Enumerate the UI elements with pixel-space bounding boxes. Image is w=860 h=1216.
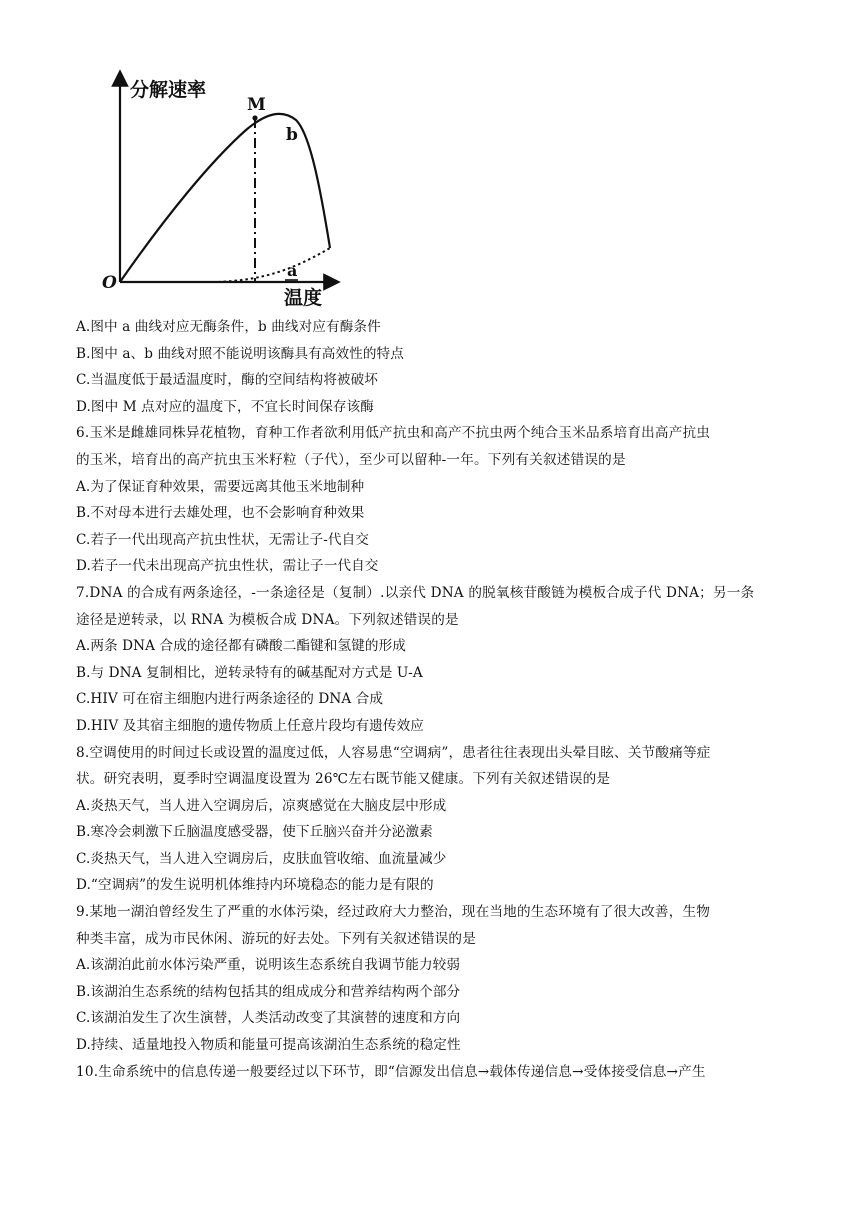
question-text (76, 314, 796, 1085)
rate-temperature-figure (96, 66, 346, 310)
option-line: C.该湖泊发生了次生演替，人类活动改变了其演替的速度和方向 (76, 1010, 461, 1027)
curve-a (218, 248, 330, 282)
option-line: D.“空调病”的发生说明机体维持内环境稳态的能力是有限的 (76, 877, 434, 894)
option-line: D.HIV 及其宿主细胞的遗传物质上任意片段均有遗传效应 (76, 717, 424, 734)
option-line: B.该湖泊生态系统的结构包括其的组成成分和营养结构两个部分 (76, 983, 461, 1000)
question-stem: 10.生命系统中的信息传递一般要经过以下环节，即“信源发出信息→载体传递信息→受体接受信息→产生 (76, 1063, 706, 1080)
option-line: B.寒冷会刺激下丘脑温度感受器，使下丘脑兴奋并分泌激素 (76, 824, 433, 841)
option-line: A.两条 DNA 合成的途径都有磷酸二酯键和氢键的形成 (76, 638, 406, 655)
option-line: B.图中 a、b 曲线对照不能说明该酶具有高效性的特点 (76, 345, 404, 362)
option-line: D.持续、适量地投入物质和能量可提高该湖泊生态系统的稳定性 (76, 1037, 461, 1054)
origin-label: O (102, 273, 117, 293)
question-stem: 状。研究表明，夏季时空调温度设置为 26℃左右既节能又健康。下列有关叙述错误的是 (76, 771, 611, 788)
option-line: A.为了保证育种效果，需要远离其他玉米地制种 (76, 478, 365, 495)
curve-a-label: a (287, 261, 298, 280)
option-line: A.炎热天气，当人进入空调房后，凉爽感觉在大脑皮层中形成 (76, 797, 447, 814)
curve-b-label: b (286, 125, 298, 145)
question-stem: 途径是逆转录，以 RNA 为模板合成 DNA。下列叙述错误的是 (76, 611, 459, 628)
question-stem: 的玉米，培育出的高产抗虫玉米籽粒（子代），至少可以留种-一年。下列有关叙述错误的是 (76, 451, 626, 468)
x-axis-label: 温度 (284, 287, 323, 309)
option-line: C.若子一代出现高产抗虫性状，无需让子-代自交 (76, 531, 370, 548)
curve-b (120, 114, 330, 282)
option-line: B.与 DNA 复制相比，逆转录特有的碱基配对方式是 U-A (76, 664, 423, 681)
option-line: D.图中 M 点对应的温度下，不宜长时间保存该酶 (76, 398, 374, 415)
question-stem: 种类丰富，成为市民休闲、游玩的好去处。下列有关叙述错误的是 (76, 930, 477, 947)
option-line: D.若子一代未出现高产抗虫性状，需让子一代自交 (76, 558, 379, 575)
option-line: A.该湖泊此前水体污染严重，说明该生态系统自我调节能力较弱 (76, 957, 461, 974)
option-line: C.HIV 可在宿主细胞内进行两条途径的 DNA 合成 (76, 691, 384, 708)
question-stem: 7.DNA 的合成有两条途径，-一条途径是（复制）.以亲代 DNA 的脱氧核苷酸链为模板合成子代 DNA；另一条 (76, 584, 755, 601)
option-line: C.炎热天气，当人进入空调房后，皮肤血管收缩、血流量减少 (76, 850, 447, 867)
option-line: A.图中 a 曲线对应无酶条件，b 曲线对应有酶条件 (76, 319, 381, 335)
peak-point (252, 115, 257, 120)
option-line: B.不对母本进行去雄处理，也不会影响育种效果 (76, 505, 365, 522)
y-axis-label: 分解速率 (130, 79, 207, 101)
question-stem: 8.空调使用的时间过长或设置的温度过低，人容易患“空调病”，患者往往表现出头晕目眩、关节酸痛等症 (76, 744, 711, 761)
peak-label: M (247, 95, 266, 115)
question-stem: 6.玉米是雌雄同株异花植物，育种工作者欲利用低产抗虫和高产不抗虫两个纯合玉米品系培育出高产抗虫 (76, 425, 711, 442)
question-stem: 9.某地一湖泊曾经发生了严重的水体污染，经过政府大力整治，现在当地的生态环境有了很大改善，生物 (76, 904, 711, 921)
option-line: C.当温度低于最适温度时，酶的空间结构将被破坏 (76, 372, 379, 389)
